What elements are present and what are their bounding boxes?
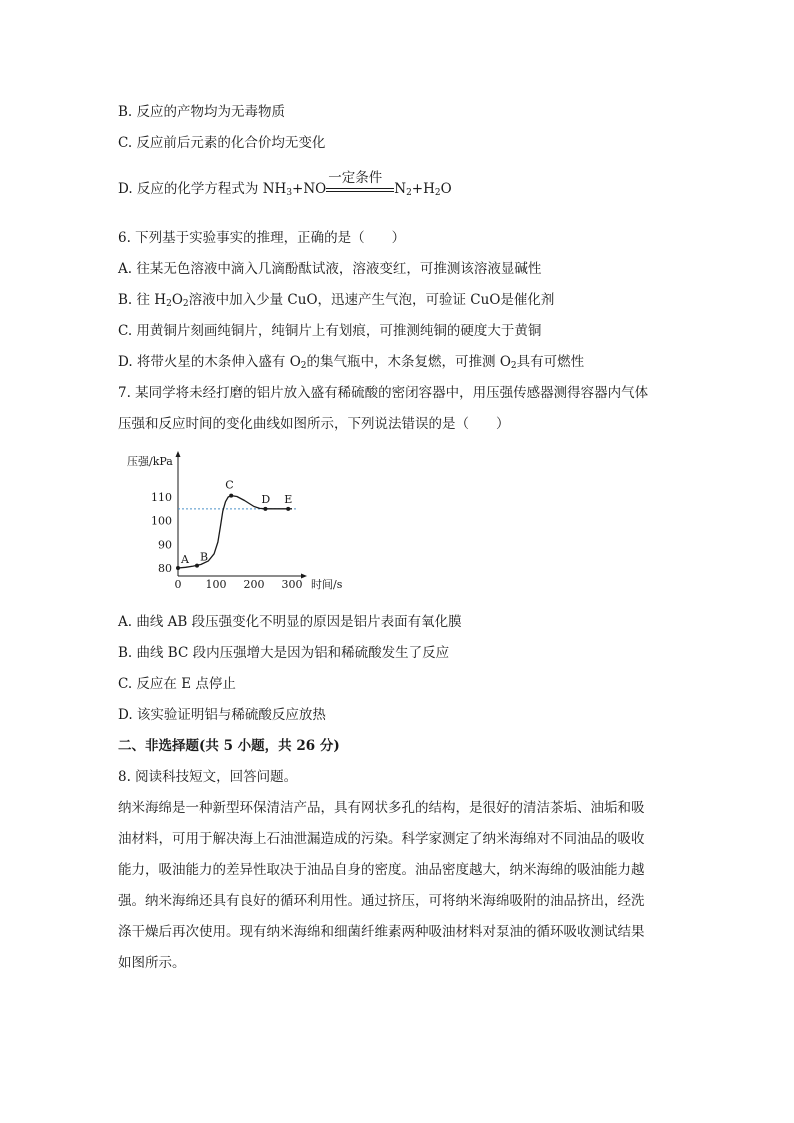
point-a xyxy=(176,566,180,570)
q8-passage-line-4: 强。纳米海绵还具有良好的循环利用性。通过挤压，可将纳米海绵吸附的油品挤出，经洗 xyxy=(118,893,645,909)
subscript: 2 xyxy=(166,299,172,309)
pressure-curve-line xyxy=(178,496,292,568)
point-label-b: B xyxy=(200,550,209,564)
q6-option-c: C. 用黄铜片刻画纯铜片，纯铜片上有划痕，可推测纯铜的硬度大于黄铜 xyxy=(118,323,542,339)
q6-b-pre: B. 往 H xyxy=(118,292,167,308)
y-tick-label: 90 xyxy=(158,538,172,552)
reaction-condition: 一定条件 xyxy=(328,170,383,186)
q7-stem-line-1: 7. 某同学将未经打磨的铝片放入盛有稀硫酸的密闭容器中，用压强传感器测得容器内气体 xyxy=(118,385,649,401)
x-tick-label: 300 xyxy=(281,578,303,591)
labeled-points xyxy=(176,479,292,570)
x-tick-label: 200 xyxy=(243,578,265,591)
y-tick-label: 100 xyxy=(151,514,172,528)
q6-d-pre: D. 将带火星的木条伸入盛有 O xyxy=(118,354,301,370)
subscript: 2 xyxy=(300,361,307,371)
q5-d-no: +NO xyxy=(292,181,327,197)
q6-d-mid: 的集气瓶中，木条复燃，可推测 O xyxy=(306,354,511,370)
equal-line-top xyxy=(326,188,394,189)
subscript: 3 xyxy=(286,188,293,198)
q5-d-o: O xyxy=(440,181,452,197)
subscript: 2 xyxy=(406,188,412,198)
q8-passage-line-3: 能力，吸油能力的差异性取决于油品自身的密度。油品密度越大，纳米海绵的吸油能力越 xyxy=(118,862,645,878)
point-label-d: D xyxy=(261,492,271,506)
q7-option-a: A. 曲线 AB 段压强变化不明显的原因是铝片表面有氧化膜 xyxy=(118,614,462,630)
q5-d-h: +H xyxy=(411,181,435,197)
q8-passage-line-6: 如图所示。 xyxy=(118,955,186,971)
q7-option-b: B. 曲线 BC 段内压强增大是因为铝和稀硫酸发生了反应 xyxy=(118,645,450,661)
point-d xyxy=(263,507,267,511)
q6-option-d xyxy=(118,352,584,376)
x-tick-label: 100 xyxy=(205,578,227,591)
point-label-c: C xyxy=(225,478,234,492)
q6-option-b xyxy=(118,290,554,314)
q8-passage-line-2: 油材料，可用于解决海上石油泄漏造成的污染。科学家测定了纳米海绵对不同油品的吸收 xyxy=(118,831,645,847)
q5-option-d xyxy=(118,170,452,203)
pressure-time-chart xyxy=(125,448,355,596)
point-label-a: A xyxy=(181,553,189,566)
y-tick-label: 80 xyxy=(158,562,172,575)
pressure-curve xyxy=(178,496,292,568)
x-axis-label: 时间/s xyxy=(311,578,343,591)
x-tick-label: 0 xyxy=(174,578,182,591)
subscript: 2 xyxy=(182,299,189,309)
q7-stem-line-2: 压强和反应时间的变化曲线如图所示，下列说法错误的是（ ） xyxy=(118,416,510,432)
q6-option-a: A. 往某无色溶液中滴入几滴酚酞试液，溶液变红，可推测该溶液显碱性 xyxy=(118,261,542,277)
q5-d-n: N xyxy=(394,181,407,197)
equal-line-bottom xyxy=(326,191,394,192)
y-axis-arrow xyxy=(176,451,181,457)
q6-stem: 6. 下列基于实验事实的推理，正确的是（ ） xyxy=(118,230,406,246)
subscript: 2 xyxy=(434,188,441,198)
q6-b-post: 溶液中加入少量 CuO，迅速产生气泡，可验证 CuO是催化剂 xyxy=(188,292,555,308)
q7-option-d: D. 该实验证明铝与稀硫酸反应放热 xyxy=(118,707,326,723)
axes xyxy=(176,451,308,579)
q8-stem: 8. 阅读科技短文，回答问题。 xyxy=(118,769,298,785)
q5-option-c: C. 反应前后元素的化合价均无变化 xyxy=(118,135,326,151)
q8-passage-line-1: 纳米海绵是一种新型环保清洁产品，具有网状多孔的结构，是很好的清洁茶垢、油垢和吸 xyxy=(118,800,645,816)
q7-option-c: C. 反应在 E 点停止 xyxy=(118,676,236,692)
y-axis-label: 压强/kPa xyxy=(127,455,173,468)
point-c xyxy=(229,494,233,498)
point-e xyxy=(286,507,290,511)
section-title: 二、非选择题(共 5 小题，共 26 分) xyxy=(118,738,340,754)
point-b xyxy=(195,564,199,568)
q5-option-b: B. 反应的产物均为无毒物质 xyxy=(118,104,286,120)
q6-d-post: 具有可燃性 xyxy=(516,354,585,370)
q5-d-prefix: D. 反应的化学方程式为 NH xyxy=(118,181,287,197)
subscript: 2 xyxy=(510,361,517,371)
q8-passage-line-5: 涤干燥后再次使用。现有纳米海绵和细菌纤维素两种吸油材料对泵油的循环吸收测试结果 xyxy=(118,924,645,940)
q6-b-o: O xyxy=(171,292,183,308)
y-tick-label: 110 xyxy=(151,491,172,504)
reaction-condition-arrow xyxy=(326,170,394,203)
point-label-e: E xyxy=(284,492,293,506)
